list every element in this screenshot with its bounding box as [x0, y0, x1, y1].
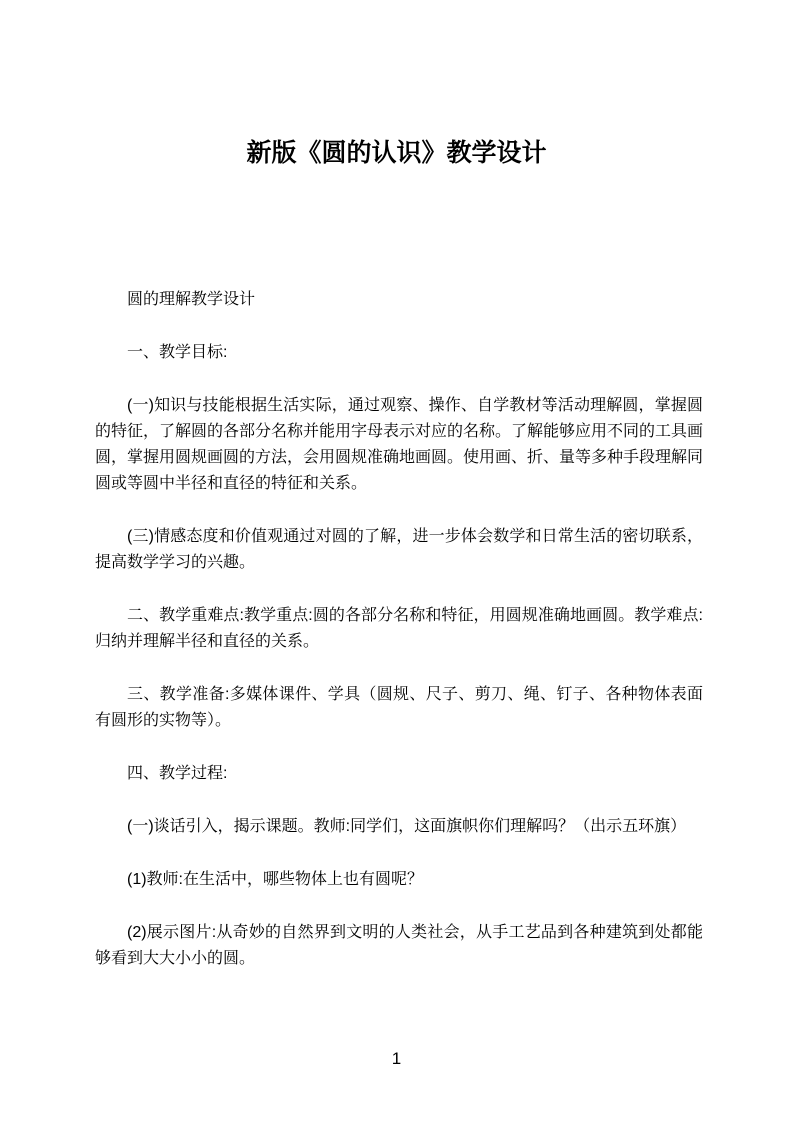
section-3-teaching-preparation: 三、教学准备:多媒体课件、学具（圆规、尺子、剪刀、绳、钉子、各种物体表面有圆形的实物等）。	[95, 686, 703, 729]
section-4-heading-teaching-process: 四、教学过程:	[127, 765, 228, 782]
document-body	[95, 287, 703, 999]
process-item-2-show-pictures: (2)展示图片:从奇妙的自然界到文明的人类社会，从手工艺品到各种建筑到处都能够看到大大小小的圆。	[95, 924, 703, 967]
process-item-1-teacher-question: (1)教师:在生活中，哪些物体上也有圆呢？	[127, 871, 424, 888]
document-title: 新版《圆的认识》教学设计	[246, 139, 547, 167]
process-step-intro-talk: (一)谈话引入，揭示课题。教师:同学们，这面旗帜你们理解吗？（出示五环旗）	[127, 818, 687, 835]
section-1-heading-teaching-goals: 一、教学目标:	[127, 344, 228, 361]
doc-subtitle: 圆的理解教学设计	[127, 291, 256, 308]
section-2-key-and-difficult-points: 二、教学重难点:教学重点:圆的各部分名称和特征，用圆规准确地画圆。教学难点:归纳并理解半径和直径的关系。	[95, 607, 703, 650]
goal-emotion-and-values: (三)情感态度和价值观通过对圆的了解，进一步体会数学和日常生活的密切联系，提高数学学习的兴趣。	[95, 528, 703, 571]
goal-knowledge-and-skills: (一)知识与技能根据生活实际，通过观察、操作、自学教材等活动理解圆，掌握圆的特征，了解圆的各部分名称并能用字母表示对应的名称。了解能够应用不同的工具画圆，掌握用圆规画圆的方法，会用圆规准确地画圆。使用画、折、量等多种手段理解同圆或等圆中半径和直径的特征和关系。	[95, 397, 704, 492]
page-number: 1	[391, 1049, 402, 1068]
